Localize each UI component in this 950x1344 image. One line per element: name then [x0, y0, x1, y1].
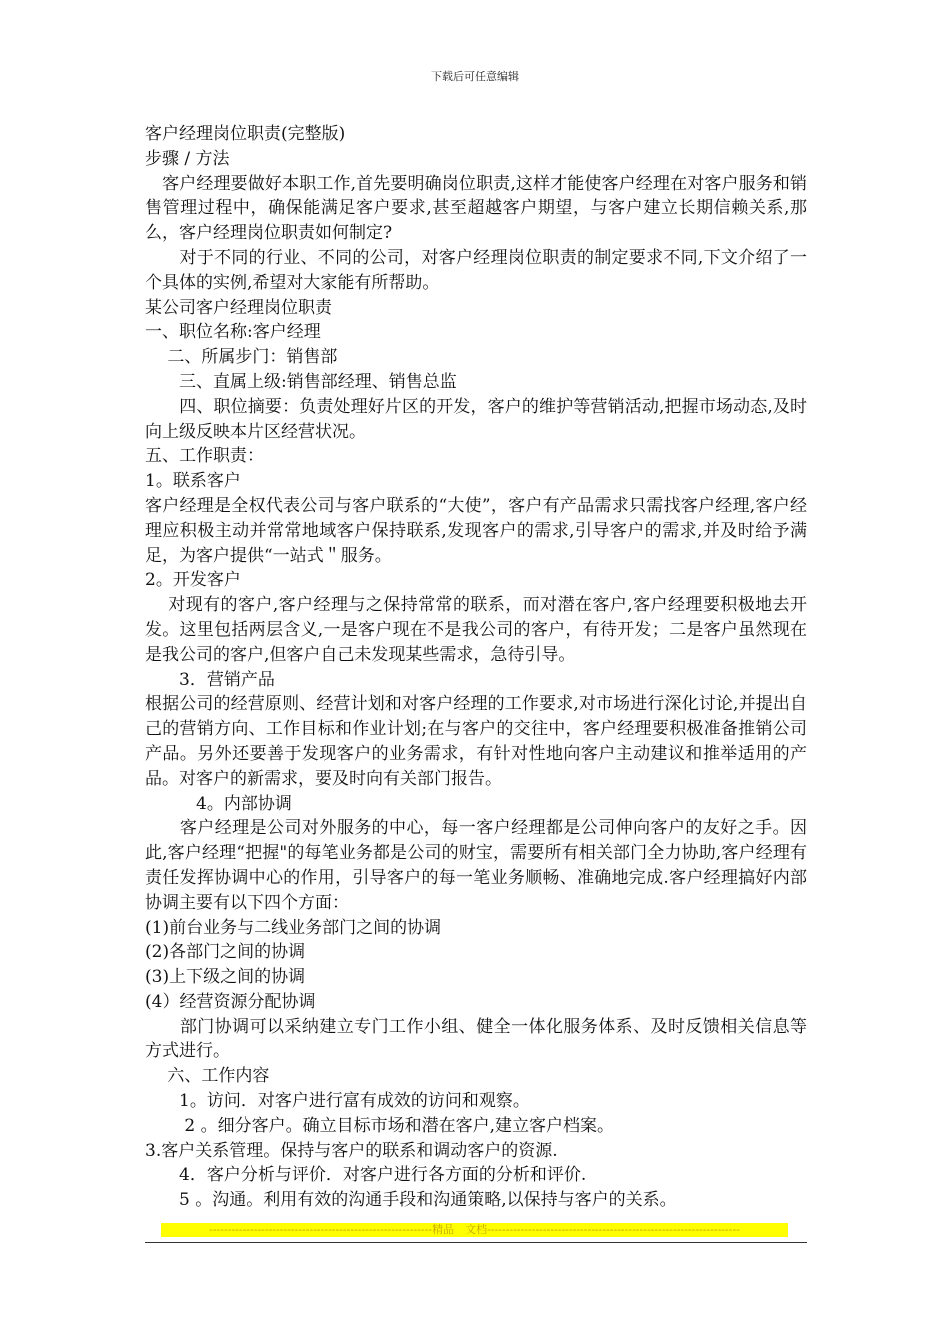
document-body [145, 122, 807, 1213]
work-item-2: 2 。细分客户。确立目标市场和潜在客户,建立客户档案。 [145, 1115, 615, 1136]
section-heading: 某公司客户经理岗位职责 [145, 297, 332, 318]
doc-title: 客户经理岗位职责(完整版) [145, 124, 346, 144]
item-position-name: 一、职位名称:客户经理 [145, 322, 321, 343]
coordination-item-3: (3)上下级之间的协调 [145, 967, 306, 988]
duty-1-heading: 1。联系客户 [145, 471, 241, 492]
coordination-text: 部门协调可以采纳建立专门工作小组、健全一体化服务体系、及时反馈相关信息等方式进行。 [145, 1016, 807, 1062]
work-item-4: 4．客户分析与评价．对客户进行各方面的分析和评价. [145, 1165, 587, 1186]
item-summary: 四、职位摘要：负责处理好片区的开发，客户的维护等营销活动,把握市场动态,及时向上级反映本片区经营状况。 [145, 396, 807, 442]
coordination-item-1: (1)前台业务与二线业务部门之间的协调 [145, 917, 442, 938]
footer-divider [145, 1242, 807, 1243]
duty-3-text: 根据公司的经营原则、经营计划和对客户经理的工作要求,对市场进行深化讨论,并提出自己的营销方向、工作目标和作业计划;在与客户的交往中，客户经理要积极准备推销公司产品。另外还要善于发现客户的业务需求，有针对性地向客户主动建议和推举适用的产品。对客户的新需求，要及时向有关部门报告。 [145, 694, 807, 789]
doc-subtitle: 步骤 / 方法 [145, 148, 230, 169]
item-duties-heading: 五、工作职责： [145, 446, 264, 467]
duty-4-heading: 4。内部协调 [145, 793, 292, 814]
coordination-item-4: (4）经营资源分配协调 [145, 991, 316, 1012]
duty-2-heading: 2。开发客户 [145, 570, 241, 591]
page-header: 下载后可任意编辑 [431, 70, 519, 83]
coordination-item-2: (2)各部门之间的协调 [145, 942, 306, 963]
work-item-5: 5 。沟通。利用有效的沟通手段和沟通策略,以保持与客户的关系。 [145, 1190, 677, 1211]
work-item-3: 3.客户关系管理。保持与客户的联系和调动客户的资源. [145, 1140, 558, 1161]
item-superior: 三、直属上级:销售部经理、销售总监 [145, 371, 457, 392]
work-item-1: 1。访问．对客户进行富有成效的访问和观察。 [145, 1091, 530, 1112]
paragraph-intro-2: 对于不同的行业、不同的公司，对客户经理岗位职责的制定要求不同,下文介绍了一个具体的实例,希望对大家能有所帮助。 [145, 247, 807, 293]
paragraph-intro: 客户经理要做好本职工作,首先要明确岗位职责,这样才能使客户经理在对客户服务和销售管理过程中，确保能满足客户要求,甚至超越客户期望，与客户建立长期信赖关系,那么，客户经理岗位职责如何制定? [145, 173, 807, 244]
work-content-heading: 六、工作内容 [145, 1066, 270, 1087]
item-department: 二、所属步门：销售部 [145, 347, 338, 368]
duty-3-heading: 3．营销产品 [145, 669, 275, 690]
duty-1-text: 客户经理是全权代表公司与客户联系的“大使”，客户有产品需求只需找客户经理,客户经理应积极主动并常常地域客户保持联系,发现客户的需求,引导客户的需求,并及时给予满足，为客户提供“一站式＂服务。 [145, 495, 807, 566]
footer-banner: ------------------------------------------------------------精品 文档-------------------------------------------------------------------- [161, 1223, 788, 1237]
duty-4-text: 客户经理是公司对外服务的中心，每一客户经理都是公司伸向客户的友好之手。因此,客户经理“把握"的每笔业务都是公司的财宝，需要所有相关部门全力协助,客户经理有责任发挥协调中心的作用，引导客户的每一笔业务顺畅、准确地完成.客户经理搞好内部协调主要有以下四个方面： [145, 818, 807, 913]
duty-2-text: 对现有的客户,客户经理与之保持常常的联系，而对潜在客户,客户经理要积极地去开发。这里包括两层含义,一是客户现在不是我公司的客户，有待开发；二是客户虽然现在是我公司的客户,但客户自己未发现某些需求，急待引导。 [145, 595, 807, 665]
